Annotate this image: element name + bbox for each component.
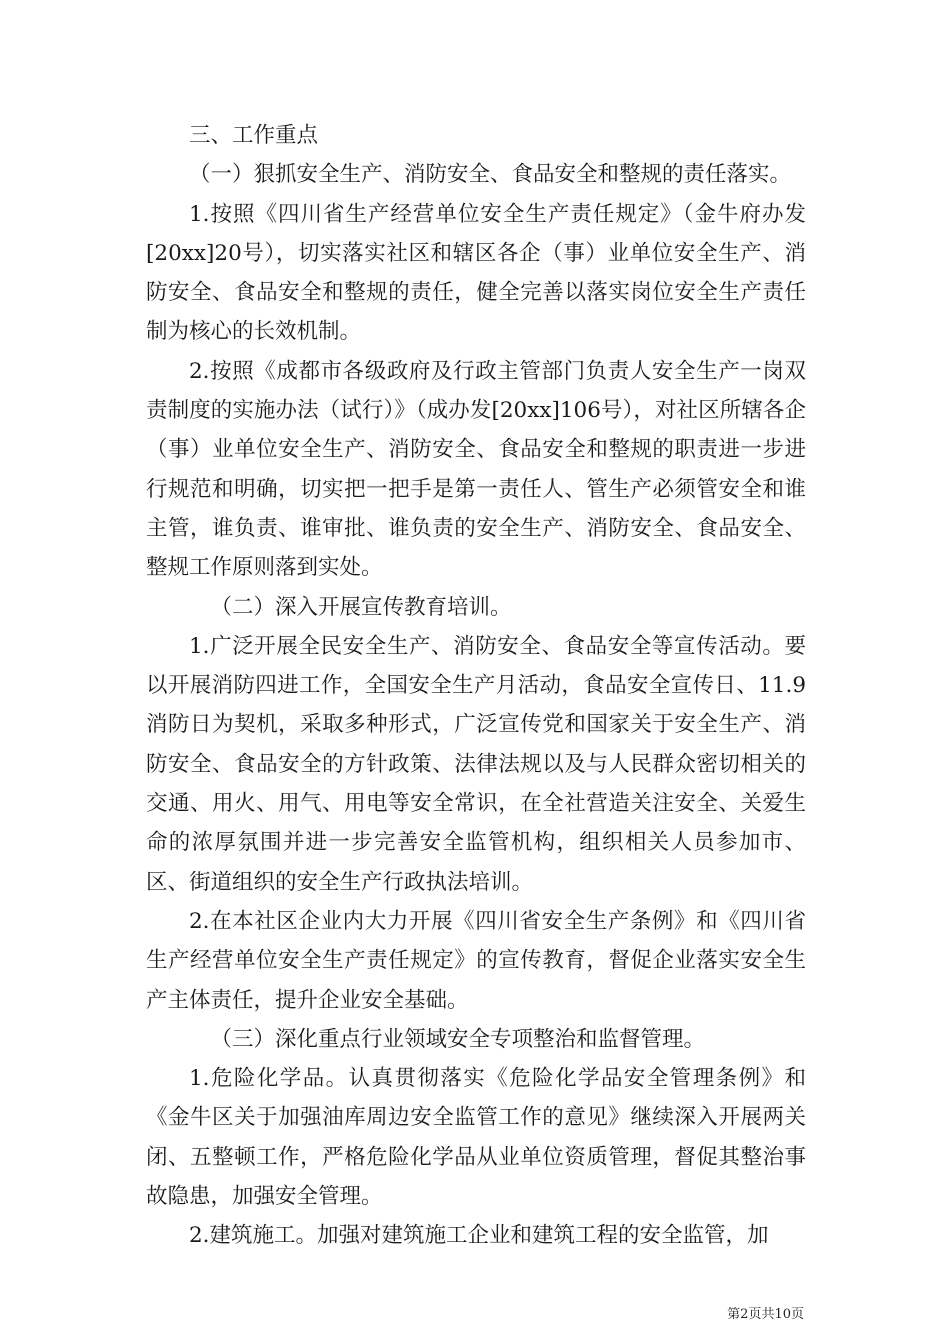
paragraph: 1.按照《四川省生产经营单位安全生产责任规定》（金牛府办发[20xx]20号），切实落实社区和辖区各企（事）业单位安全生产、消防安全、食品安全和整规的责任，健全完善以落实岗位安全生产责任制为核心的长效机制。: [146, 201, 806, 345]
section-heading: 三、工作重点: [189, 123, 319, 148]
document-body: [146, 116, 806, 1256]
subsection-heading: （三）深化重点行业领域安全专项整治和监督管理。: [210, 1026, 706, 1052]
subsection-heading: （一）狠抓安全生产、消防安全、食品安全和整规的责任落实。: [189, 162, 792, 188]
paragraph: 1.广泛开展全民安全生产、消防安全、食品安全等宣传活动。要以开展消防四进工作，全国安全生产月活动，食品安全宣传日、11.9消防日为契机，采取多种形式，广泛宣传党和国家关于安全生产、消防安全、食品安全的方针政策、法律法规以及与人民群众密切相关的交通、用火、用气、用电等安全常识，在全社营造关注安全、关爱生命的浓厚氛围并进一步完善安全监管机构，组织相关人员参加市、区、街道组织的安全生产行政执法培训。: [146, 633, 806, 895]
page-number: 第2页共10页: [727, 1307, 804, 1322]
subsection-heading: （二）深入开展宣传教育培训。: [210, 594, 512, 620]
paragraph: 2.在本社区企业内大力开展《四川省安全生产条例》和《四川省生产经营单位安全生产责任规定》的宣传教育，督促企业落实安全生产主体责任，提升企业安全基础。: [146, 908, 806, 1013]
paragraph: 2.按照《成都市各级政府及行政主管部门负责人安全生产一岗双责制度的实施办法（试行）》（成办发[20xx]106号），对社区所辖各企（事）业单位安全生产、消防安全、食品安全和整规的职责进一步进行规范和明确，切实把一把手是第一责任人、管生产必须管安全和谁主管，谁负责、谁审批、谁负责的安全生产、消防安全、食品安全、整规工作原则落到实处。: [146, 358, 806, 581]
paragraph: 1.危险化学品。认真贯彻落实《危险化学品安全管理条例》和《金牛区关于加强油库周边安全监管工作的意见》继续深入开展两关闭、五整顿工作，严格危险化学品从业单位资质管理，督促其整治事故隐患，加强安全管理。: [146, 1066, 806, 1210]
paragraph: 2.建筑施工。加强对建筑施工企业和建筑工程的安全监管，加: [189, 1223, 769, 1249]
